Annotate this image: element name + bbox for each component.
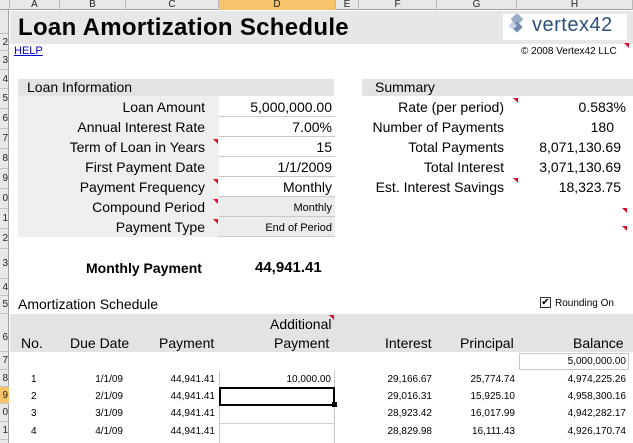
table-cell-balance: 4,926,170.74 bbox=[567, 426, 626, 437]
table-cell-payment: 44,941.41 bbox=[170, 391, 215, 402]
payment-frequency-label: Payment Frequency bbox=[79, 179, 205, 195]
page-title: Loan Amortization Schedule bbox=[18, 14, 349, 41]
first-payment-date-label: First Payment Date bbox=[85, 159, 205, 175]
row-header[interactable]: 4 bbox=[0, 70, 9, 89]
comment-marker-icon bbox=[513, 178, 518, 183]
row-header[interactable]: 6 bbox=[0, 109, 9, 129]
col-no-header: No. bbox=[21, 335, 43, 351]
select-all-corner[interactable] bbox=[0, 0, 10, 10]
column-header-e[interactable]: E bbox=[336, 0, 359, 10]
opening-balance-value: 5,000,000.00 bbox=[567, 356, 626, 367]
row-header[interactable]: 2 bbox=[0, 229, 9, 249]
table-cell-date: 2/1/09 bbox=[95, 391, 123, 402]
table-cell-balance: 4,974,225.26 bbox=[567, 374, 626, 385]
total-interest-label: Total Interest bbox=[423, 159, 504, 175]
loan-amount-label: Loan Amount bbox=[122, 99, 205, 115]
table-cell-principal: 25,774.74 bbox=[470, 374, 515, 385]
total-payments-value: 8,071,130.69 bbox=[539, 139, 621, 155]
logo-text: vertex42 bbox=[532, 14, 613, 36]
row-header[interactable]: 4 bbox=[0, 279, 9, 296]
table-cell-date: 3/1/09 bbox=[95, 408, 123, 419]
table-cell-interest: 29,016.31 bbox=[387, 391, 432, 402]
comment-marker-icon bbox=[513, 98, 518, 103]
table-cell-no: 4 bbox=[31, 426, 37, 437]
row-header[interactable]: 7 bbox=[0, 129, 9, 149]
row-header[interactable]: 2 bbox=[0, 34, 9, 51]
comment-marker-icon bbox=[213, 199, 218, 204]
column-header-f[interactable]: F bbox=[359, 0, 437, 10]
row-header[interactable]: 1 bbox=[0, 422, 9, 440]
help-link[interactable]: HELP bbox=[14, 45, 43, 57]
table-cell-principal: 15,925.10 bbox=[470, 391, 515, 402]
first-payment-date-value: 1/1/2009 bbox=[277, 159, 332, 175]
table-cell-payment: 44,941.41 bbox=[170, 374, 215, 385]
term-value: 15 bbox=[316, 139, 332, 155]
table-cell-payment: 44,941.41 bbox=[170, 426, 215, 437]
row-header[interactable]: 9 bbox=[0, 169, 9, 189]
row-header[interactable]: 5 bbox=[0, 89, 9, 109]
payment-type-value: End of Period bbox=[265, 222, 332, 234]
term-label: Term of Loan in Years bbox=[69, 139, 205, 155]
table-cell-principal: 16,017.99 bbox=[470, 408, 515, 419]
row-header[interactable]: 7 bbox=[0, 352, 9, 370]
interest-savings-value: 18,323.75 bbox=[558, 179, 621, 195]
row-header[interactable]: 6 bbox=[0, 314, 9, 352]
interest-savings-label: Est. Interest Savings bbox=[375, 179, 504, 195]
summary-heading: Summary bbox=[375, 79, 435, 95]
total-payments-label: Total Payments bbox=[408, 139, 504, 155]
comment-marker-icon bbox=[213, 179, 218, 184]
col-principal-header: Principal bbox=[460, 335, 514, 351]
table-cell-payment: 44,941.41 bbox=[170, 408, 215, 419]
comment-marker-icon bbox=[213, 139, 218, 144]
table-cell-interest: 28,829.98 bbox=[387, 426, 432, 437]
monthly-payment-label: Monthly Payment bbox=[86, 260, 202, 276]
rate-per-period-label: Rate (per period) bbox=[398, 99, 504, 115]
loan-amount-value: 5,000,000.00 bbox=[250, 99, 332, 115]
payment-frequency-value: Monthly bbox=[282, 179, 332, 195]
table-cell-balance: 4,958,300.16 bbox=[567, 391, 626, 402]
comment-marker-icon bbox=[213, 219, 218, 224]
row-header[interactable]: 0 bbox=[0, 404, 9, 422]
total-interest-value: 3,071,130.69 bbox=[539, 159, 621, 175]
col-payment-header: Payment bbox=[159, 335, 215, 351]
copyright-text: © 2008 Vertex42 LLC bbox=[521, 46, 617, 57]
comment-marker-icon bbox=[329, 315, 334, 320]
number-of-payments-label: Number of Payments bbox=[372, 119, 504, 135]
column-header-b[interactable]: B bbox=[60, 0, 126, 10]
row-header[interactable]: 5 bbox=[0, 296, 9, 314]
payment-type-label: Payment Type bbox=[115, 219, 205, 235]
row-header[interactable]: 3 bbox=[0, 51, 9, 70]
table-cell-balance: 4,942,282.17 bbox=[567, 408, 626, 419]
table-cell-date: 4/1/09 bbox=[95, 426, 123, 437]
interest-rate-label: Annual Interest Rate bbox=[77, 119, 205, 135]
table-cell-additional[interactable]: 10,000.00 bbox=[286, 374, 331, 385]
loan-info-heading: Loan Information bbox=[27, 79, 133, 95]
active-cell-selection[interactable] bbox=[219, 387, 335, 406]
row-header[interactable]: 8 bbox=[0, 149, 9, 169]
grid-line bbox=[219, 423, 335, 424]
fill-handle[interactable] bbox=[332, 402, 337, 407]
col-interest-header: Interest bbox=[385, 335, 432, 351]
column-header-c[interactable]: C bbox=[126, 0, 219, 10]
column-header-a[interactable]: A bbox=[10, 0, 60, 10]
row-header[interactable]: 1 bbox=[0, 209, 9, 229]
row-header[interactable]: 3 bbox=[0, 249, 9, 279]
table-cell-interest: 28,923.42 bbox=[387, 408, 432, 419]
col-balance-header: Balance bbox=[573, 335, 624, 351]
row-header[interactable]: 0 bbox=[0, 189, 9, 209]
col-due-date-header: Due Date bbox=[70, 335, 130, 351]
row-header[interactable] bbox=[0, 11, 9, 34]
row-header-bar bbox=[0, 10, 9, 443]
table-cell-principal: 16,111.43 bbox=[471, 426, 515, 437]
interest-rate-value: 7.00% bbox=[292, 119, 332, 135]
row-header[interactable]: 8 bbox=[0, 370, 9, 387]
monthly-payment-value: 44,941.41 bbox=[255, 259, 322, 276]
col-additional-header: Additional bbox=[270, 316, 332, 332]
comment-marker-icon bbox=[622, 226, 627, 231]
col-additional-header-2: Payment bbox=[274, 335, 330, 351]
column-header-g[interactable]: G bbox=[437, 0, 517, 10]
table-cell-interest: 29,166.67 bbox=[387, 374, 432, 385]
rounding-checkbox[interactable]: ✔ bbox=[541, 297, 550, 308]
schedule-heading: Amortization Schedule bbox=[18, 296, 159, 312]
table-cell-date: 1/1/09 bbox=[95, 374, 123, 385]
table-cell-no: 1 bbox=[31, 374, 37, 385]
compound-period-label: Compound Period bbox=[92, 199, 205, 215]
number-of-payments-value: 180 bbox=[590, 119, 614, 135]
table-cell-no: 3 bbox=[31, 408, 37, 419]
comment-marker-icon bbox=[622, 208, 627, 213]
comment-marker-icon bbox=[624, 43, 629, 48]
row-header[interactable]: 9 bbox=[0, 387, 9, 404]
rounding-label: Rounding On bbox=[555, 298, 614, 309]
column-header-d[interactable]: D bbox=[219, 0, 336, 10]
compound-period-value: Monthly bbox=[293, 202, 332, 214]
table-cell-no: 2 bbox=[31, 391, 37, 402]
column-header-h[interactable]: H bbox=[517, 0, 633, 10]
column-header-bar bbox=[0, 0, 633, 10]
rate-per-period-value: 0.583% bbox=[578, 99, 626, 115]
